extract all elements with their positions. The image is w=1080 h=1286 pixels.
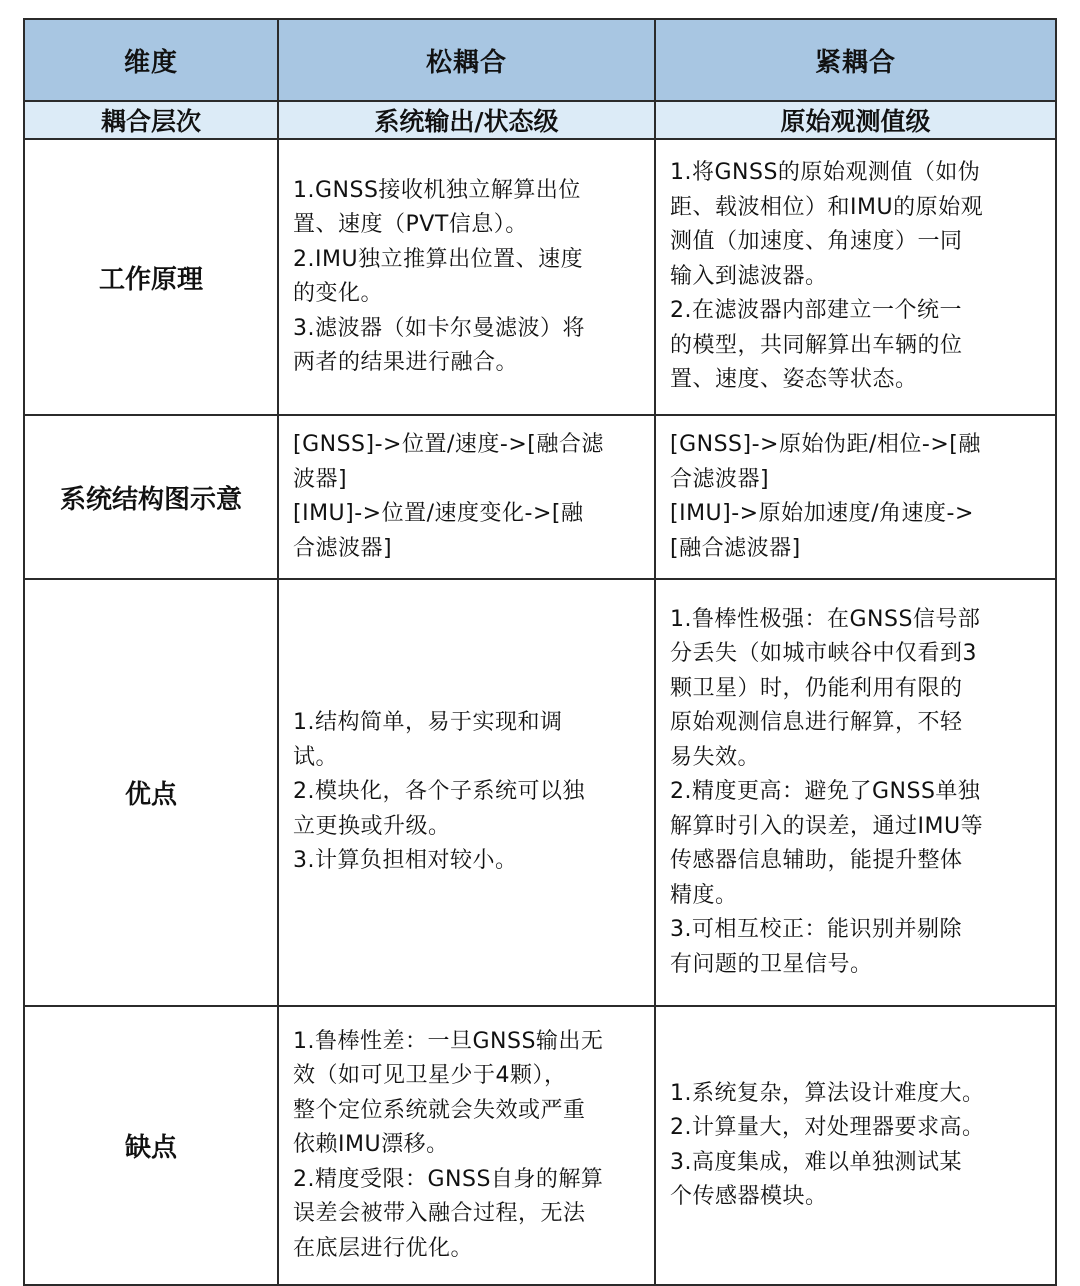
loose-cell: 系统输出/状态级 bbox=[278, 101, 655, 139]
table-row-principle bbox=[24, 139, 1056, 415]
cell-text-line: 1.鲁棒性极强：在GNSS信号部 bbox=[670, 606, 981, 632]
cell-text-line: 1.GNSS接收机独立解算出位 bbox=[293, 177, 581, 203]
cell-text-line: 距、载波相位）和IMU的原始观 bbox=[670, 194, 984, 220]
cell-text-line: [GNSS]->位置/速度->[融合滤 bbox=[293, 432, 604, 457]
header-loose-coupling: 松耦合 bbox=[278, 19, 655, 101]
cell-text-line: 有问题的卫星信号。 bbox=[670, 951, 873, 977]
row-label: 耦合层次 bbox=[24, 101, 278, 139]
loose-cell bbox=[278, 579, 655, 1006]
cell-text-line: 颗卫星）时，仍能利用有限的 bbox=[670, 675, 963, 701]
cell-text-line: 误差会被带入融合过程，无法 bbox=[293, 1201, 586, 1227]
cell-text-line: 的模型，共同解算出车辆的位 bbox=[670, 332, 963, 358]
cell-text-line: 分丢失（如城市峡谷中仅看到3 bbox=[670, 641, 977, 667]
tight-cell bbox=[655, 415, 1056, 579]
cell-text-line: 的变化。 bbox=[293, 281, 384, 306]
table-row-coupling-level bbox=[24, 101, 1056, 139]
cell-text-line: 3.可相互校正：能识别并剔除 bbox=[670, 917, 962, 943]
cell-text-line: 解算时引入的误差，通过IMU等 bbox=[670, 813, 984, 839]
cell-text-line: 合滤波器] bbox=[293, 535, 393, 561]
cell-text-line: 2.模块化，各个子系统可以独 bbox=[293, 779, 585, 805]
cell-text-line: 置、速度、姿态等状态。 bbox=[670, 367, 918, 393]
cell-text-line: 两者的结果进行融合。 bbox=[293, 350, 519, 375]
cell-text-line: 3.滤波器（如卡尔曼滤波）将 bbox=[293, 315, 585, 341]
table-header-row bbox=[24, 19, 1056, 101]
tight-cell bbox=[655, 579, 1056, 1006]
header-dimension: 维度 bbox=[24, 19, 278, 101]
cell-text-line: 在底层进行优化。 bbox=[293, 1235, 474, 1261]
cell-text-line: 3.高度集成，难以单独测试某 bbox=[670, 1149, 962, 1175]
cell-text-line: 1.将GNSS的原始观测值（如伪 bbox=[670, 160, 981, 186]
cell-text-line: [GNSS]->原始伪距/相位->[融 bbox=[670, 432, 981, 457]
tight-cell bbox=[655, 139, 1056, 415]
cell-text-line: 原始观测信息进行解算，不轻 bbox=[670, 710, 963, 736]
cell-text-line: 传感器信息辅助，能提升整体 bbox=[670, 848, 963, 874]
cell-text-line: 2.精度受限：GNSS自身的解算 bbox=[293, 1166, 604, 1192]
cell-text-line: [IMU]->原始加速度/角速度-> bbox=[670, 501, 974, 526]
cell-text-line: 个传感器模块。 bbox=[670, 1184, 828, 1209]
cell-text-line: 合滤波器] bbox=[670, 466, 770, 492]
cell-text-line: 依赖IMU漂移。 bbox=[293, 1132, 449, 1158]
row-label: 优点 bbox=[24, 579, 278, 1006]
loose-cell bbox=[278, 1006, 655, 1285]
row-label: 系统结构图示意 bbox=[24, 415, 278, 579]
cell-text-line: 3.计算负担相对较小。 bbox=[293, 848, 518, 874]
cell-text-line: 2.精度更高：避免了GNSS单独 bbox=[670, 779, 981, 805]
tight-cell: 原始观测值级 bbox=[655, 101, 1056, 139]
cell-text-line: 1.鲁棒性差：一旦GNSS输出无 bbox=[293, 1028, 604, 1054]
cell-text-line: 效（如可见卫星少于4颗）， bbox=[293, 1063, 567, 1089]
cell-text-line: 输入到滤波器。 bbox=[670, 263, 828, 289]
row-label: 工作原理 bbox=[24, 139, 278, 415]
table-row-disadvantages bbox=[24, 1006, 1056, 1285]
cell-text-line: 1.系统复杂，算法设计难度大。 bbox=[670, 1080, 985, 1106]
cell-text-line: 2.IMU独立推算出位置、速度 bbox=[293, 246, 584, 272]
cell-text-line: 波器] bbox=[293, 466, 348, 492]
coupling-comparison-table bbox=[23, 18, 1057, 1286]
header-tight-coupling: 紧耦合 bbox=[655, 19, 1056, 101]
cell-text-line: 精度。 bbox=[670, 882, 738, 908]
cell-text-line: [融合滤波器] bbox=[670, 535, 801, 561]
cell-text-line: 1.结构简单，易于实现和调 bbox=[293, 710, 563, 736]
cell-text-line: 2.计算量大，对处理器要求高。 bbox=[670, 1115, 985, 1140]
tight-cell bbox=[655, 1006, 1056, 1285]
cell-text-line: 置、速度（PVT信息）。 bbox=[293, 212, 528, 237]
cell-text-line: 试。 bbox=[293, 744, 339, 770]
row-label: 缺点 bbox=[24, 1006, 278, 1285]
table-row-advantages bbox=[24, 579, 1056, 1006]
cell-text-line: 易失效。 bbox=[670, 744, 761, 770]
cell-text-line: 整个定位系统就会失效或严重 bbox=[293, 1097, 586, 1123]
loose-cell bbox=[278, 415, 655, 579]
table-row-structure bbox=[24, 415, 1056, 579]
cell-text-line: 2.在滤波器内部建立一个统一 bbox=[670, 298, 962, 324]
cell-text-line: 测值（加速度、角速度）一同 bbox=[670, 229, 963, 255]
cell-text-line: [IMU]->位置/速度变化->[融 bbox=[293, 501, 584, 526]
loose-cell bbox=[278, 139, 655, 415]
cell-text-line: 立更换或升级。 bbox=[293, 813, 451, 839]
